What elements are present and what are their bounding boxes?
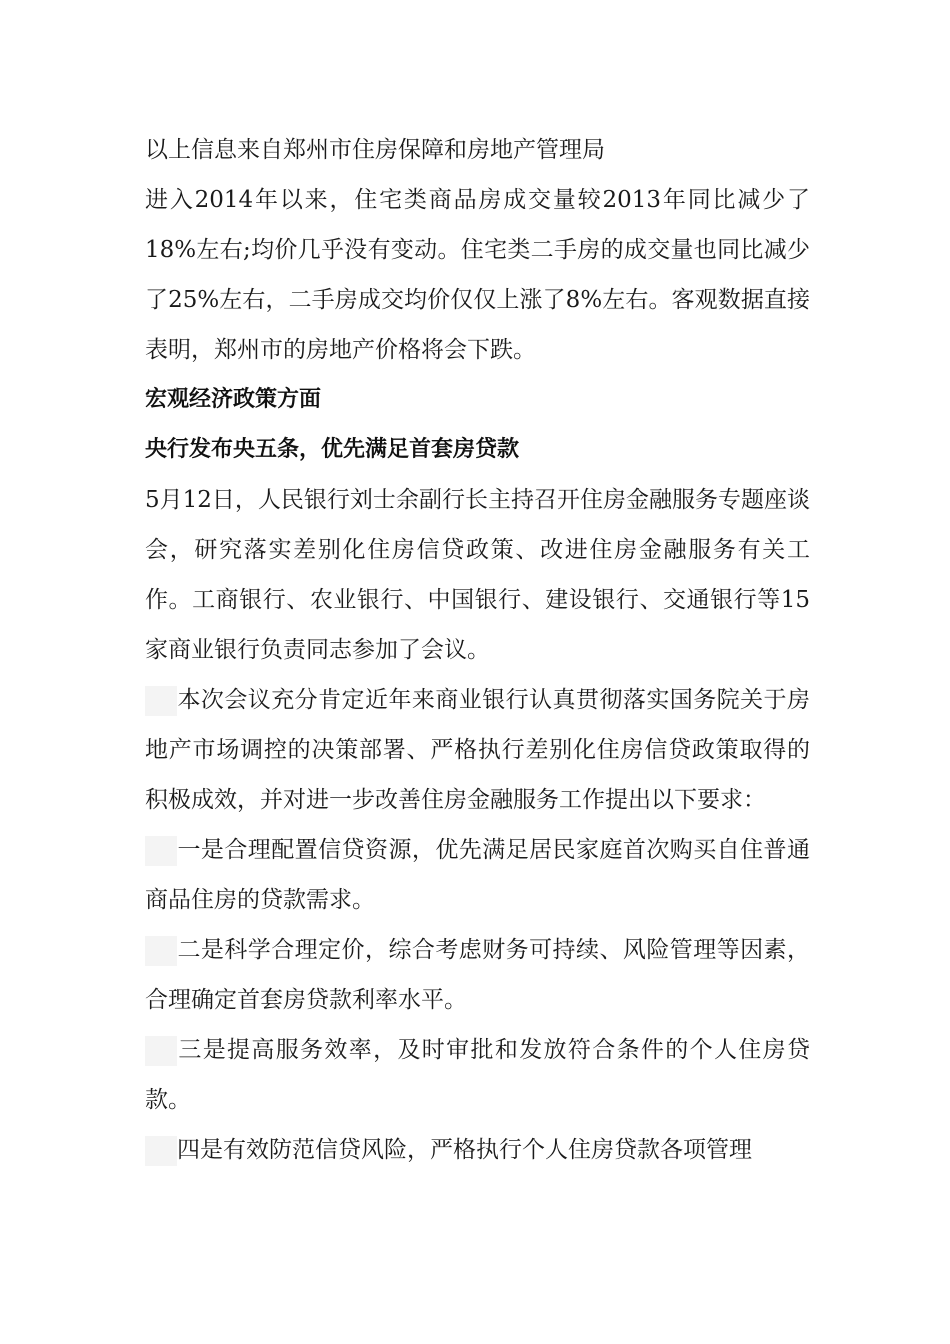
document-page xyxy=(145,125,810,1175)
affirm-paragraph-text: 本次会议充分肯定近年来商业银行认真贯彻落实国务院关于房地产市场调控的决策部署、严格执行差别化住房信贷政策取得的积极成效，并对进一步改善住房金融服务工作提出以下要求： xyxy=(145,687,810,813)
requirement-text: 四是有效防范信贷风险，严格执行个人住房贷款各项管理 xyxy=(177,1137,752,1163)
paragraph-indent xyxy=(145,936,177,966)
affirm-paragraph xyxy=(145,675,810,825)
paragraph-indent xyxy=(145,686,177,716)
paragraph-indent xyxy=(145,836,177,866)
paragraph-indent xyxy=(145,1136,177,1166)
requirement-item xyxy=(145,1125,810,1175)
requirement-item xyxy=(145,925,810,1025)
intro-paragraph: 进入2014年以来，住宅类商品房成交量较2013年同比减少了18%左右;均价几乎没有变动。住宅类二手房的成交量也同比减少了25%左右，二手房成交均价仅仅上涨了8%左右。客观数据直接表明，郑州市的房地产价格将会下跌。 xyxy=(145,187,810,363)
meeting-paragraph: 5月12日，人民银行刘士余副行长主持召开住房金融服务专题座谈会，研究落实差别化住房信贷政策、改进住房金融服务有关工作。工商银行、农业银行、中国银行、建设银行、交通银行等15家商业银行负责同志参加了会议。 xyxy=(145,487,810,663)
requirement-text: 二是科学合理定价，综合考虑财务可持续、风险管理等因素，合理确定首套房贷款利率水平。 xyxy=(145,937,810,1013)
source-line: 以上信息来自郑州市住房保障和房地产管理局 xyxy=(145,137,605,163)
sub-heading: 央行发布央五条，优先满足首套房贷款 xyxy=(145,437,520,462)
requirement-text: 一是合理配置信贷资源，优先满足居民家庭首次购买自住普通商品住房的贷款需求。 xyxy=(145,837,810,913)
requirement-item xyxy=(145,825,810,925)
section-heading: 宏观经济政策方面 xyxy=(145,387,322,412)
requirement-text: 三是提高服务效率，及时审批和发放符合条件的个人住房贷款。 xyxy=(145,1037,810,1113)
requirement-item xyxy=(145,1025,810,1125)
paragraph-indent xyxy=(145,1036,177,1066)
